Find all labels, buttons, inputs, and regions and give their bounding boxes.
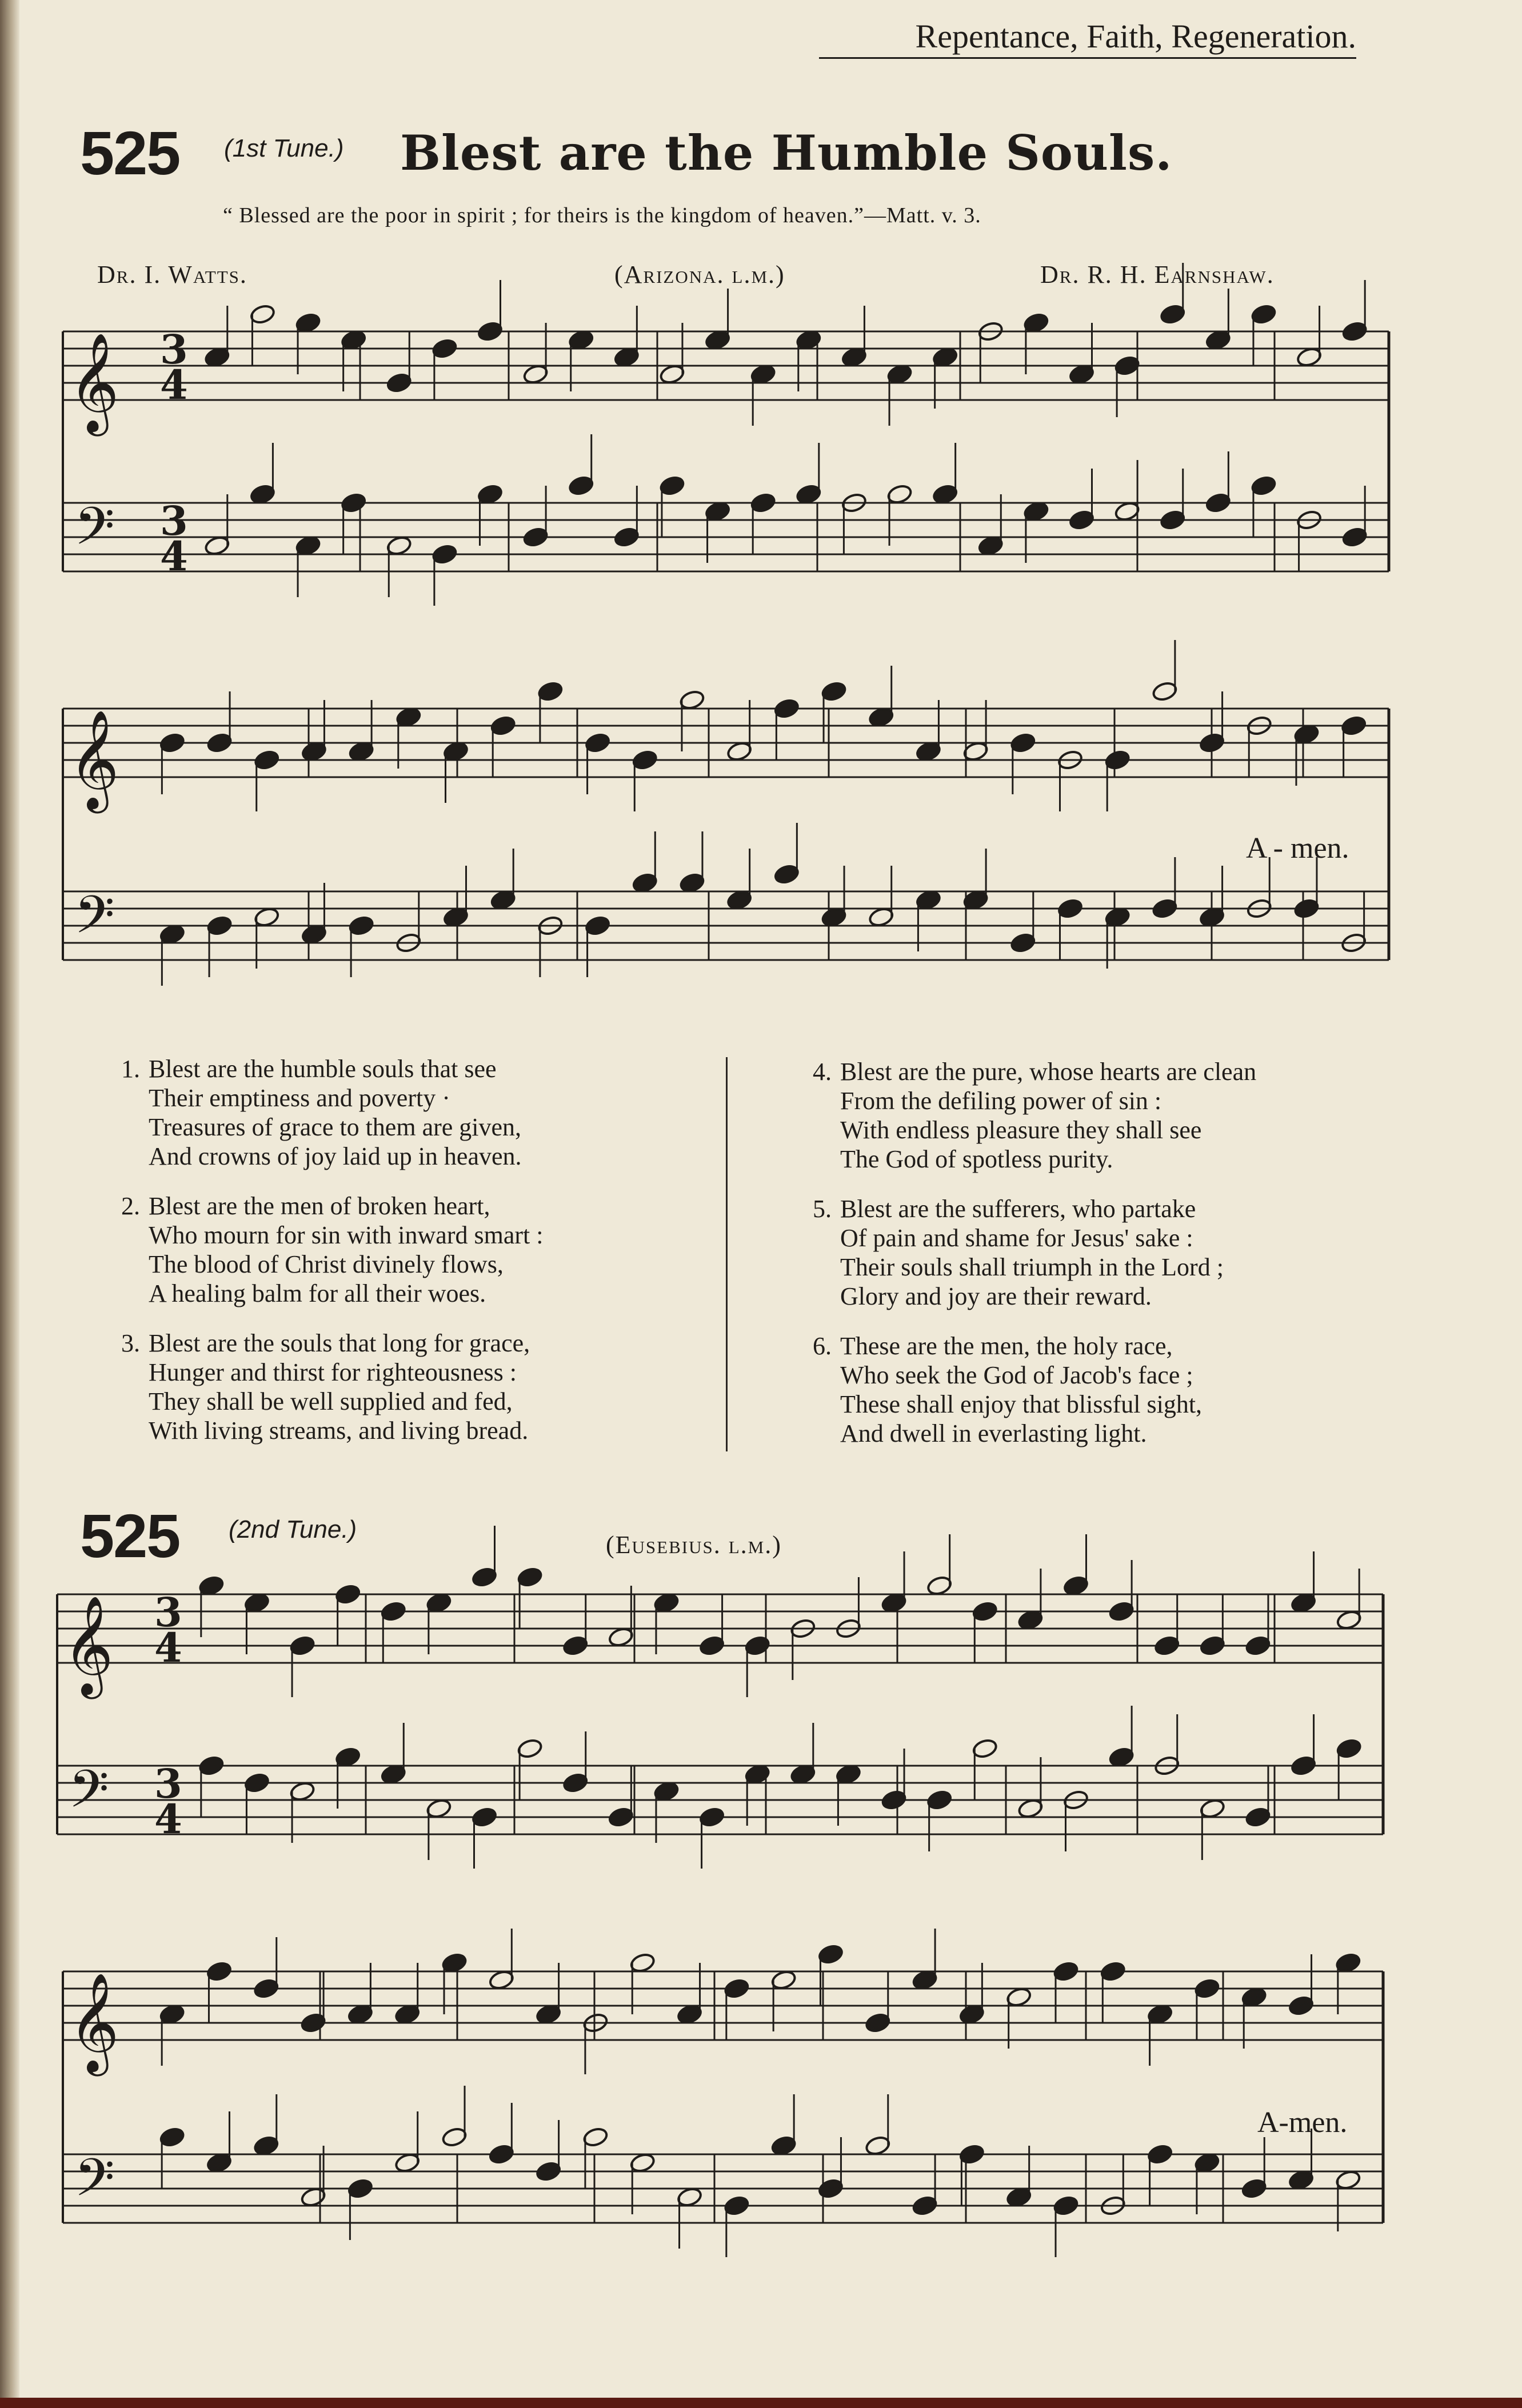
note-head [582, 2126, 609, 2148]
note-head [632, 749, 658, 771]
verse-1 [121, 1054, 522, 1171]
note-head [790, 1763, 816, 1785]
note-head [817, 1943, 844, 1965]
note-head [1153, 1635, 1180, 1657]
note-head [972, 1738, 998, 1759]
note-head [659, 363, 685, 385]
note-head [253, 749, 279, 771]
note-head [471, 1566, 497, 1588]
note-head [159, 732, 185, 754]
note-head [347, 2003, 373, 2025]
note-head [517, 1566, 543, 1588]
note-head [300, 2012, 326, 2034]
time-signature: 3 [154, 1589, 182, 1636]
note-head [912, 1969, 938, 1991]
note-head [1241, 1986, 1267, 2008]
treble-clef-icon: 𝄞 [63, 1595, 114, 1695]
verse-line: Glory and joy are their reward. [840, 1282, 1152, 1310]
note-head [1147, 2003, 1173, 2025]
note-head [1251, 303, 1277, 325]
note-head [289, 1635, 315, 1657]
amen-lyric-second: A-men. [1257, 2106, 1348, 2139]
note-head [881, 1789, 907, 1811]
note-head [488, 1969, 514, 1991]
note-head [726, 741, 752, 762]
note-head [394, 2152, 420, 2174]
note-head [1147, 2143, 1173, 2165]
note-head [1205, 329, 1231, 351]
note-head [977, 535, 1004, 557]
note-head [517, 1738, 543, 1759]
note-head [613, 526, 640, 548]
time-signature: 4 [160, 533, 188, 580]
verse-line: These shall enjoy that blissful sight, [840, 1390, 1203, 1418]
note-head [1340, 715, 1367, 737]
note-head [490, 889, 516, 911]
verse-line: Blest are the souls that long for grace, [149, 1329, 530, 1357]
verse-line: Hunger and thirst for righteousness : [149, 1358, 517, 1386]
note-head [1005, 1986, 1032, 2008]
tune-tag: (1st Tune.) [224, 134, 344, 162]
note-head [477, 483, 503, 505]
running-head: Repentance, Faith, Regeneration. [915, 18, 1356, 55]
verse-number: 3. [121, 1329, 140, 1357]
note-head [653, 1781, 680, 1802]
verse-line: Blest are the humble souls that see [149, 1055, 497, 1083]
note-head [537, 681, 564, 702]
hymn-number-second: 525 [80, 1501, 180, 1570]
time-signature: 3 [154, 1760, 182, 1807]
note-head [1341, 526, 1368, 548]
note-head [1108, 1601, 1134, 1622]
verse-line: They shall be well supplied and fed, [149, 1387, 513, 1415]
note-head [1296, 346, 1322, 368]
verse-5 [813, 1194, 1224, 1311]
note-head [348, 915, 374, 937]
note-head [535, 2161, 561, 2182]
verse-line: Blest are the pure, whose hearts are clean [840, 1058, 1257, 1086]
note-head [1290, 1592, 1316, 1614]
note-head [380, 1601, 406, 1622]
note-head [206, 915, 233, 937]
note-head [159, 2126, 185, 2148]
note-head [1159, 509, 1185, 531]
note-head [629, 1952, 656, 1974]
note-head [295, 312, 321, 334]
note-head [1199, 732, 1225, 754]
verse-line: From the defiling power of sin : [840, 1087, 1162, 1115]
verse-number: 6. [813, 1332, 832, 1360]
note-head [1152, 898, 1178, 919]
note-head [348, 741, 374, 762]
verse-line: Their emptiness and poverty · [149, 1084, 450, 1112]
note-head [1241, 2178, 1267, 2199]
verse-number: 4. [813, 1058, 832, 1086]
time-signature: 4 [160, 361, 188, 409]
tune-tag-second: (2nd Tune.) [229, 1515, 357, 1543]
verse-line: And crowns of joy laid up in heaven. [149, 1142, 522, 1170]
note-head [865, 2135, 891, 2157]
note-head [1199, 1635, 1225, 1657]
note-head [253, 906, 279, 928]
time-signature: 4 [154, 1795, 182, 1843]
note-head [796, 483, 822, 505]
note-head [1057, 898, 1083, 919]
note-head [1114, 501, 1140, 522]
note-head [1023, 312, 1049, 334]
note-head [1194, 2152, 1220, 2174]
note-head [1336, 1738, 1362, 1759]
note-head [865, 2012, 891, 2034]
note-head [676, 2186, 702, 2208]
note-head [932, 483, 958, 505]
note-head [535, 2003, 561, 2025]
tune-name: (Arizona. l.m.) [614, 261, 785, 289]
time-signature: 4 [154, 1624, 182, 1671]
note-head [249, 483, 275, 505]
note-head [1335, 2169, 1361, 2191]
note-head [441, 2126, 468, 2148]
note-head [926, 1575, 952, 1597]
note-head [584, 915, 610, 937]
scripture-epigraph: “ Blessed are the poor in spirit ; for theirs is the kingdom of heaven.”—Matt. v. 3. [223, 203, 981, 227]
note-head [522, 363, 549, 385]
note-head [653, 1592, 680, 1614]
note-head [340, 329, 366, 351]
note-head [394, 2003, 420, 2025]
note-head [1205, 492, 1231, 514]
bass-clef-icon: 𝄢 [74, 2147, 115, 2221]
note-head [679, 689, 705, 711]
note-head [1053, 1961, 1079, 1982]
note-head [198, 1755, 225, 1777]
note-head [1104, 906, 1130, 928]
note-head [334, 1583, 361, 1605]
note-head [835, 1763, 861, 1785]
note-head [1100, 1961, 1126, 1982]
verse-number: 2. [121, 1192, 140, 1220]
note-head [698, 1635, 725, 1657]
note-head [958, 2003, 985, 2025]
note-head [488, 2143, 514, 2165]
note-head [159, 2003, 185, 2025]
note-head [159, 923, 185, 945]
note-head [386, 372, 412, 394]
note-head [1152, 681, 1178, 702]
note-head [432, 338, 458, 359]
note-head [841, 346, 867, 368]
note-head [334, 1746, 361, 1768]
verse-line: Who mourn for sin with inward smart : [149, 1221, 544, 1249]
note-head [770, 2135, 797, 2157]
bass-clef-icon: 𝄢 [74, 496, 115, 569]
treble-clef-icon: 𝄞 [69, 333, 119, 432]
note-head [1159, 303, 1185, 325]
note-head [613, 346, 640, 368]
time-signature: 3 [160, 497, 188, 545]
note-head [301, 741, 327, 762]
note-head [1293, 723, 1320, 745]
note-head [724, 2195, 750, 2217]
note-head [704, 329, 730, 351]
note-head [300, 2186, 326, 2208]
note-head [632, 872, 658, 894]
note-head [821, 681, 847, 702]
note-head [679, 872, 705, 894]
verse-line: Blest are the men of broken heart, [149, 1192, 490, 1220]
note-head [1288, 1995, 1314, 2017]
note-head [1023, 501, 1049, 522]
note-head [1068, 509, 1094, 531]
note-head [724, 1978, 750, 1999]
composer-credit: Dr. R. H. Earnshaw. [1040, 261, 1275, 289]
note-head [1199, 1798, 1225, 1819]
verse-line: And dwell in everlasting light. [840, 1419, 1147, 1447]
note-head [432, 543, 458, 565]
note-head [522, 526, 549, 548]
note-head [659, 475, 685, 497]
note-head [1199, 906, 1225, 928]
note-head [1335, 1952, 1361, 1974]
verse-2 [121, 1191, 544, 1308]
note-head [347, 2178, 373, 2199]
note-head [301, 923, 327, 945]
treble-clef-icon: 𝄞 [69, 1973, 119, 2072]
verse-line: Treasures of grace to them are given, [149, 1113, 522, 1141]
note-head [204, 535, 230, 557]
note-head [704, 501, 730, 522]
note-head [253, 2135, 279, 2157]
note-head [426, 1798, 452, 1819]
note-head [821, 906, 847, 928]
note-head [1017, 1609, 1044, 1631]
hymn-number: 525 [80, 118, 180, 187]
note-head [442, 741, 469, 762]
note-head [1005, 2186, 1032, 2208]
note-head [295, 535, 321, 557]
note-head [1010, 732, 1036, 754]
note-head [773, 698, 800, 719]
note-head [584, 732, 610, 754]
note-head [1010, 932, 1036, 954]
note-head [750, 492, 776, 514]
note-head [243, 1772, 270, 1794]
note-head [770, 1969, 797, 1991]
note-head [608, 1626, 634, 1648]
note-head [340, 492, 366, 514]
verse-column-divider [726, 1057, 728, 1451]
verse-number: 5. [813, 1195, 832, 1223]
note-head [698, 1806, 725, 1828]
note-head [441, 1952, 468, 1974]
verse-line: Their souls shall triumph in the Lord ; [840, 1253, 1224, 1281]
note-head [490, 715, 516, 737]
note-head [1108, 1746, 1134, 1768]
note-head [868, 906, 894, 928]
note-head [1245, 1635, 1271, 1657]
verse-6 [813, 1331, 1203, 1448]
note-head [206, 732, 233, 754]
note-head [958, 2143, 985, 2165]
verse-3 [121, 1329, 530, 1445]
note-head [915, 889, 941, 911]
verse-line: The blood of Christ divinely flows, [149, 1250, 504, 1278]
bass-clef-icon: 𝄢 [69, 1759, 109, 1832]
amen-lyric: A - men. [1246, 832, 1349, 865]
treble-clef-icon: 𝄞 [69, 710, 119, 809]
note-head [1251, 475, 1277, 497]
note-head [442, 906, 469, 928]
note-head [568, 329, 594, 351]
author-credit: Dr. I. Watts. [97, 261, 247, 289]
note-head [932, 346, 958, 368]
note-head [1194, 1978, 1220, 1999]
time-signature: 3 [160, 326, 188, 373]
note-head [1293, 898, 1320, 919]
page-bottom-edge [0, 2398, 1522, 2408]
note-head [206, 2152, 232, 2174]
note-head [426, 1592, 452, 1614]
note-head [886, 363, 913, 385]
note-head [386, 535, 412, 557]
verse-line: Who seek the God of Jacob's face ; [840, 1361, 1193, 1389]
verse-line: The God of spotless purity. [840, 1145, 1113, 1173]
note-head [1336, 1609, 1362, 1631]
tune-name-second: (Eusebius. l.m.) [606, 1531, 782, 1559]
note-head [380, 1763, 406, 1785]
note-head [562, 1772, 588, 1794]
note-head [396, 706, 422, 728]
note-head [886, 483, 913, 505]
bass-clef-icon: 𝄢 [74, 885, 115, 958]
note-head [206, 1961, 232, 1982]
note-head [817, 2178, 844, 2199]
note-head [915, 741, 941, 762]
verse-line: A healing balm for all their woes. [149, 1279, 486, 1307]
note-head [1288, 2169, 1314, 2191]
note-head [750, 363, 776, 385]
verse-line: Blest are the sufferers, who partake [840, 1195, 1196, 1223]
verse-line: Of pain and shame for Jesus' sake : [840, 1224, 1193, 1252]
note-head [568, 475, 594, 497]
hymn-title: Blest are the Humble Souls. [400, 125, 1173, 181]
note-head [926, 1789, 952, 1811]
note-head [1104, 749, 1130, 771]
note-head [608, 1806, 634, 1828]
note-head [1017, 1798, 1044, 1819]
note-head [676, 2003, 702, 2025]
note-head [243, 1592, 270, 1614]
note-head [253, 1978, 279, 1999]
note-head [1245, 1806, 1271, 1828]
note-head [773, 863, 800, 885]
note-head [1053, 2195, 1079, 2217]
verse-line: With living streams, and living bread. [149, 1417, 529, 1445]
verse-4 [813, 1057, 1257, 1174]
note-head [562, 1635, 588, 1657]
note-head [629, 2152, 656, 2174]
note-head [198, 1575, 225, 1597]
note-head [1068, 363, 1094, 385]
note-head [726, 889, 752, 911]
verse-line: With endless pleasure they shall see [840, 1116, 1202, 1144]
note-head [868, 706, 894, 728]
note-head [1062, 1575, 1089, 1597]
note-head [1341, 321, 1368, 342]
note-head [249, 303, 275, 325]
note-head [912, 2195, 938, 2217]
note-head [881, 1592, 907, 1614]
note-head [477, 321, 503, 342]
verse-line: These are the men, the holy race, [840, 1332, 1173, 1360]
note-head [471, 1806, 497, 1828]
verse-number: 1. [121, 1055, 140, 1083]
note-head [1290, 1755, 1316, 1777]
note-head [972, 1601, 998, 1622]
note-head [204, 346, 230, 368]
note-head [289, 1781, 315, 1802]
note-head [1114, 355, 1140, 377]
